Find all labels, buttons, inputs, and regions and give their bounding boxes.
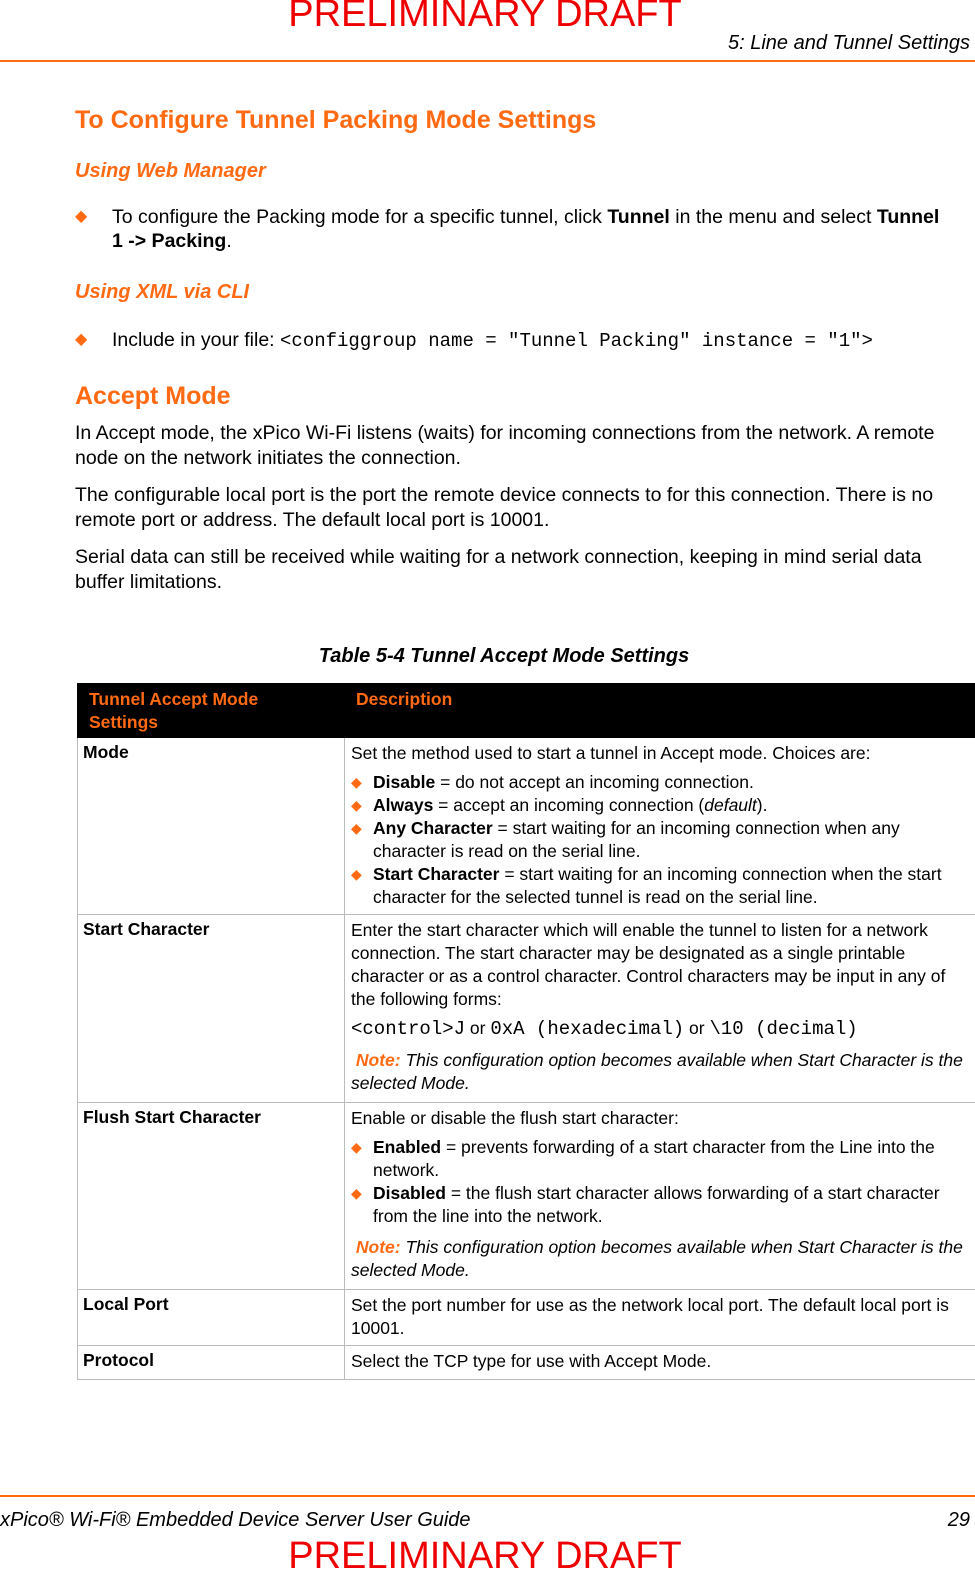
xml-cli-bullet: ◆ Include in your file: <configgroup name = "Tunnel Packing" instance = "1">: [75, 329, 873, 352]
diamond-bullet-icon: ◆: [351, 1185, 362, 1201]
page-number: 29: [947, 1509, 970, 1531]
note: Note: This configuration option becomes available when Start Character is the selected Mode.: [351, 1050, 963, 1093]
footer-title: xPico® Wi-Fi® Embedded Device Server User Guide: [0, 1509, 471, 1531]
table-caption: Table 5-4 Tunnel Accept Mode Settings: [318, 645, 690, 667]
draft-watermark-bottom: PRELIMINARY DRAFT: [288, 1535, 682, 1577]
section-title: To Configure Tunnel Packing Mode Settings: [75, 106, 597, 134]
accept-paragraph-1: In Accept mode, the xPico Wi-Fi listens (waits) for incoming connections from the network. A remote node on the network initiates the connection.: [75, 422, 935, 469]
footer-rule: [0, 1495, 975, 1497]
table-row-mode: Mode Set the method used to start a tunnel in Accept mode. Choices are: ◆ Disable = do not accept an incoming connection. ◆ Always = accept an incoming connection (default). ◆ Any Character = start waiting for an incoming connection when any character is read on the serial line. ◆ Start Character = start waiting for an incoming connection when the start character for the selected tunnel is read on the serial line.: [77, 738, 975, 915]
diamond-bullet-icon: ◆: [351, 1139, 362, 1155]
diamond-bullet-icon: ◆: [351, 774, 362, 790]
header-rule: [0, 60, 975, 62]
column-header-setting: Tunnel Accept Mode Settings: [89, 689, 259, 732]
diamond-bullet-icon: ◆: [75, 331, 88, 348]
table-row-local-port: Local Port Set the port number for use as the network local port. The default local port is 10001.: [77, 1290, 975, 1346]
accept-paragraph-3: Serial data can still be received while waiting for a network connection, keeping in mind serial data buffer limitations.: [75, 546, 922, 593]
diamond-bullet-icon: ◆: [351, 866, 362, 882]
table-row-protocol: Protocol Select the TCP type for use with Accept Mode.: [77, 1346, 975, 1380]
draft-watermark-top: PRELIMINARY DRAFT: [288, 0, 682, 35]
web-manager-heading: Using Web Manager: [75, 160, 266, 182]
chapter-header: 5: Line and Tunnel Settings: [727, 32, 970, 54]
table-row-start-character: Start Character Enter the start character which will enable the tunnel to listen for a network connection. The start character may be designated as a single printable character or as a control character. Control characters may be input in any of the following forms: <control>J or 0xA (hexadecimal) or \10 (decimal) Note: This configuration option becomes available when Start Character is the selected Mode.: [77, 915, 975, 1103]
note: Note: This configuration option becomes available when Start Character is the selected Mode.: [351, 1237, 963, 1280]
table-header: [77, 683, 975, 738]
accept-mode-title: Accept Mode: [75, 382, 231, 410]
diamond-bullet-icon: ◆: [351, 797, 362, 813]
diamond-bullet-icon: ◆: [351, 820, 362, 836]
xml-cli-heading: Using XML via CLI: [75, 281, 250, 303]
web-manager-bullet: ◆ To configure the Packing mode for a specific tunnel, click Tunnel in the menu and select Tunnel 1 -> Packing.: [75, 206, 940, 252]
accept-paragraph-2: The configurable local port is the port the remote device connects to for this connection. There is no remote port or address. The default local port is 10001.: [75, 484, 934, 531]
table-row-flush-start-character: Flush Start Character Enable or disable the flush start character: ◆ Enabled = prevents forwarding of a start character from the Line into the network. ◆ Disabled = the flush start character allows forwarding of a start character from the line into the network. Note: This configuration option becomes available when Start Character is the selected Mode.: [77, 1103, 975, 1290]
diamond-bullet-icon: ◆: [75, 208, 88, 225]
column-header-description: Description: [356, 689, 453, 709]
